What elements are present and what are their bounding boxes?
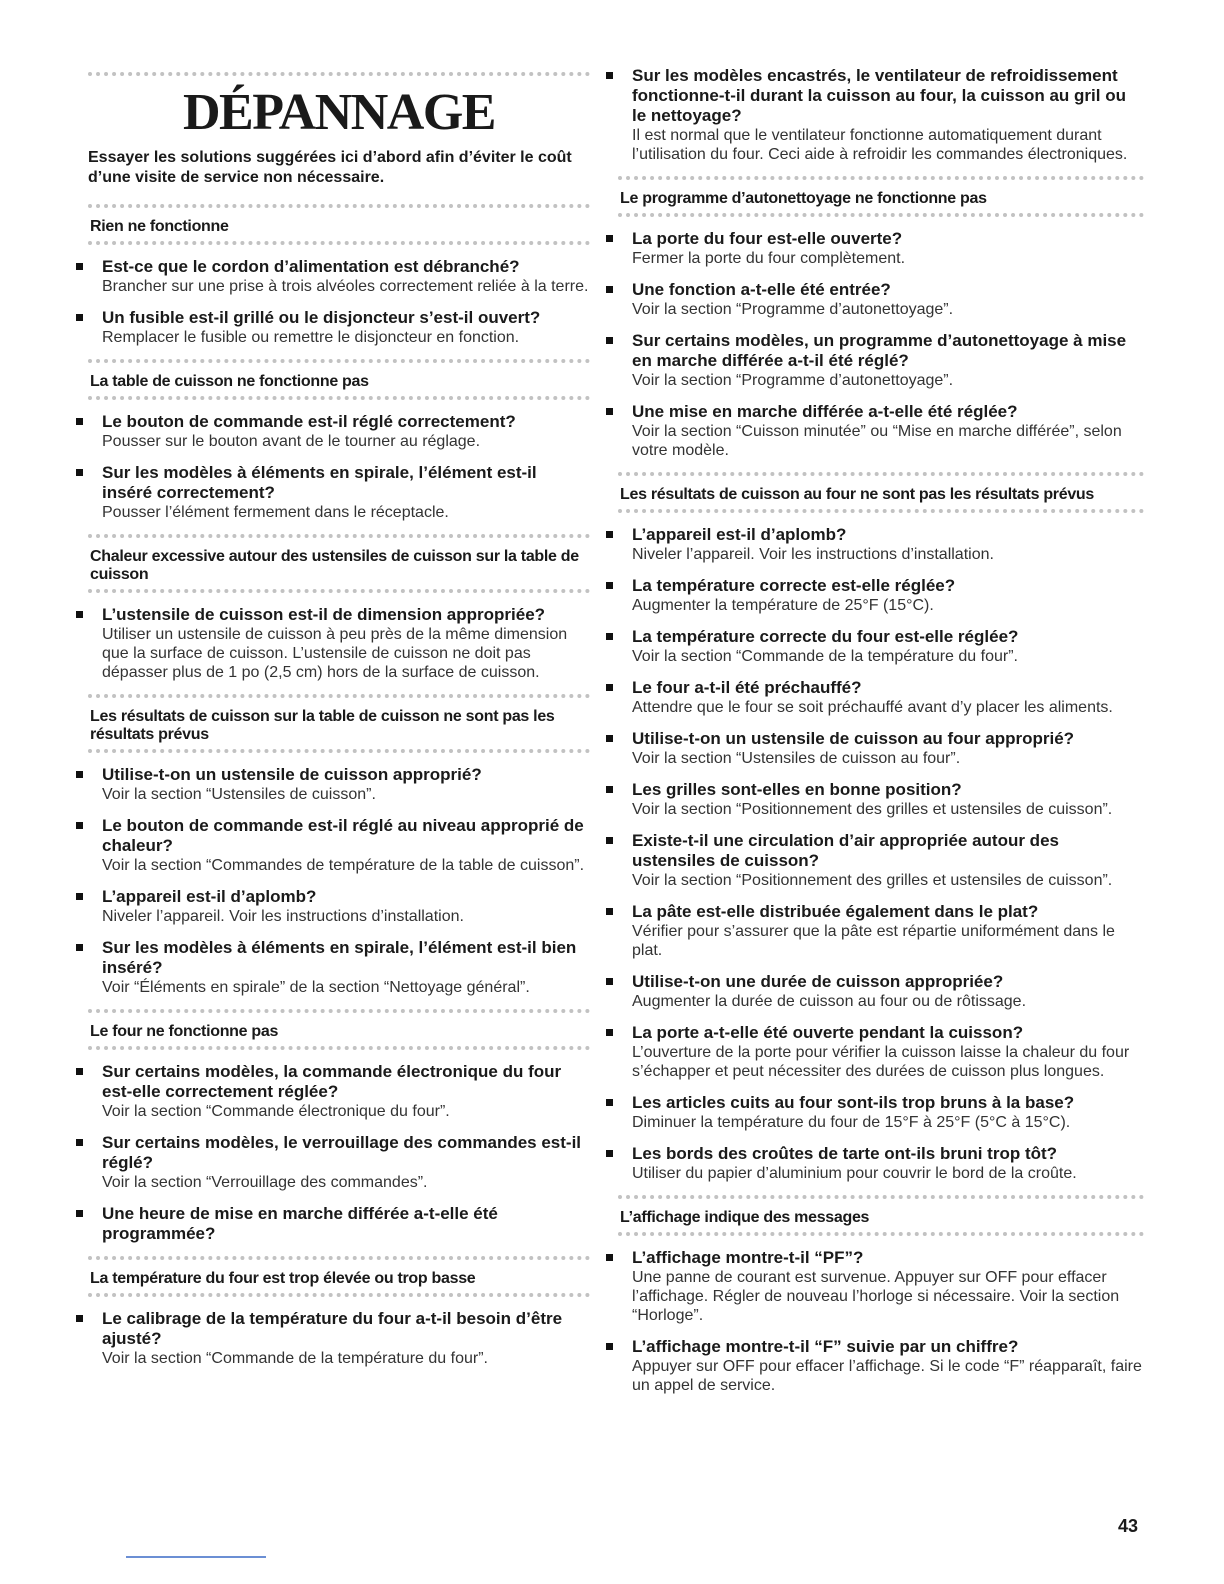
question: Sur les modèles à éléments en spirale, l’élément est-il inséré correctement? [102, 463, 537, 502]
bullet-icon [76, 1315, 83, 1322]
section-header: Le four ne fonctionne pas [90, 1023, 279, 1040]
bullet-icon [76, 1139, 83, 1146]
bullet-icon [606, 786, 613, 793]
list-item [618, 1144, 1144, 1183]
answer: Voir la section “Cuisson minutée” ou “Mise en marche différée”, selon votre modèle. [632, 423, 1122, 459]
question: Sur les modèles encastrés, le ventilateur de refroidissement fonctionne-t-il durant la cuisson au four, la cuisson au gril ou le nettoyage? [632, 66, 1126, 125]
list-item [88, 938, 590, 997]
list-item [618, 576, 1144, 615]
bullet-icon [606, 1254, 613, 1261]
list-item [618, 402, 1144, 460]
answer: Attendre que le four se soit préchauffé avant d’y placer les aliments. [632, 699, 1113, 716]
list-item [88, 765, 590, 804]
section-header: L’affichage indique des messages [620, 1209, 870, 1226]
question: Sur certains modèles, la commande électronique du four est-elle correctement réglée? [102, 1062, 562, 1101]
question: Le bouton de commande est-il réglé correctement? [102, 412, 516, 431]
answer: Niveler l’appareil. Voir les instructions d’installation. [102, 908, 464, 925]
list-item [88, 1309, 590, 1368]
question: Existe-t-il une circulation d’air appropriée autour des ustensiles de cuisson? [632, 831, 1059, 870]
bullet-icon [76, 893, 83, 900]
section-gap [88, 682, 590, 694]
answer: Voir la section “Commande de la température du four”. [102, 1350, 488, 1367]
footer-rule [126, 1556, 266, 1558]
answer: Niveler l’appareil. Voir les instructions d’installation. [632, 546, 994, 563]
question: Les bords des croûtes de tarte ont-ils bruni trop tôt? [632, 1144, 1058, 1163]
bullet-icon [606, 1343, 613, 1350]
troubleshoot-section [618, 1183, 1144, 1395]
section-rule-bottom [618, 509, 1144, 513]
bullet-icon [606, 408, 613, 415]
question: L’appareil est-il d’aplomb? [102, 887, 317, 906]
list-item [88, 308, 590, 347]
section-rule-bottom [88, 749, 590, 753]
section-rule-bottom [88, 1046, 590, 1050]
bullet-icon [606, 1029, 613, 1036]
list-item [618, 678, 1144, 717]
list-item [88, 1062, 590, 1121]
list-item [618, 902, 1144, 960]
answer: Voir la section “Commande électronique du four”. [102, 1103, 450, 1120]
question: Utilise-t-on un ustensile de cuisson au four approprié? [632, 729, 1075, 748]
question: Une heure de mise en marche différée a-t-elle été programmée? [102, 1204, 498, 1243]
section-header: La table de cuisson ne fonctionne pas [90, 373, 369, 390]
section-gap [88, 347, 590, 359]
bullet-icon [606, 337, 613, 344]
section-header: Rien ne fonctionne [90, 218, 229, 235]
section-header: Les résultats de cuisson sur la table de cuisson ne sont pas les résultats prévus [90, 708, 555, 743]
list-item [618, 280, 1144, 319]
section-header: Le programme d’autonettoyage ne fonctionne pas [620, 190, 987, 207]
list-item [88, 1133, 590, 1192]
troubleshoot-section [88, 682, 590, 997]
answer: Utiliser du papier d’aluminium pour couvrir le bord de la croûte. [632, 1165, 1077, 1182]
section-gap [618, 460, 1144, 472]
left-column [88, 0, 590, 1368]
question: La température correcte est-elle réglée? [632, 576, 956, 595]
question: Une fonction a-t-elle été entrée? [632, 280, 891, 299]
troubleshoot-section [88, 347, 590, 522]
question: Sur certains modèles, un programme d’autonettoyage à mise en marche différée a-t-il été réglé? [632, 331, 1127, 370]
list-item [618, 229, 1144, 268]
question: Les grilles sont-elles en bonne position? [632, 780, 962, 799]
question: La porte a-t-elle été ouverte pendant la cuisson? [632, 1023, 1024, 1042]
bullet-icon [606, 1150, 613, 1157]
bullet-icon [606, 72, 613, 79]
right-column [618, 0, 1144, 1395]
question: Les articles cuits au four sont-ils trop bruns à la base? [632, 1093, 1075, 1112]
list-item [618, 831, 1144, 890]
answer: Vérifier pour s’assurer que la pâte est répartie uniformément dans le plat. [632, 923, 1115, 959]
bullet-icon [76, 1068, 83, 1075]
question: Utilise-t-on un ustensile de cuisson approprié? [102, 765, 482, 784]
list-item [618, 1093, 1144, 1132]
bullet-icon [606, 978, 613, 985]
question: L’ustensile de cuisson est-il de dimension appropriée? [102, 605, 546, 624]
section-gap [618, 1183, 1144, 1195]
question: Le calibrage de la température du four a-t-il besoin d’être ajusté? [102, 1309, 563, 1348]
bullet-icon [606, 684, 613, 691]
question: L’affichage montre-t-il “PF”? [632, 1248, 864, 1267]
answer: Augmenter la durée de cuisson au four ou de rôtissage. [632, 993, 1027, 1010]
question: Le bouton de commande est-il réglé au niveau approprié de chaleur? [102, 816, 584, 855]
section-rule-bottom [88, 396, 590, 400]
section-header: Les résultats de cuisson au four ne sont pas les résultats prévus [620, 486, 1094, 503]
list-item [618, 1023, 1144, 1081]
bullet-icon [606, 735, 613, 742]
bullet-icon [606, 837, 613, 844]
list-item [618, 972, 1144, 1011]
troubleshoot-section [88, 997, 590, 1244]
question: Un fusible est-il grillé ou le disjoncteur s’est-il ouvert? [102, 308, 541, 327]
section-rule-bottom [618, 1232, 1144, 1236]
section-gap [88, 1244, 590, 1256]
list-item [618, 66, 1144, 164]
bullet-icon [606, 235, 613, 242]
list-item [618, 729, 1144, 768]
answer: Voir la section “Ustensiles de cuisson au four”. [632, 750, 961, 767]
answer: Voir la section “Positionnement des grilles et ustensiles de cuisson”. [632, 872, 1113, 889]
question: Sur certains modèles, le verrouillage des commandes est-il réglé? [102, 1133, 582, 1172]
list-item [618, 1337, 1144, 1395]
answer: L’ouverture de la porte pour vérifier la cuisson laisse la chaleur du four s’échapper et peut nécessiter des durées de cuisson plus longues. [632, 1044, 1130, 1080]
list-item [88, 1204, 590, 1244]
bullet-icon [76, 611, 83, 618]
list-item [618, 525, 1144, 564]
answer: Fermer la porte du four complètement. [632, 250, 906, 267]
section-rule-bottom [618, 213, 1144, 217]
page-number: 43 [1118, 1516, 1139, 1536]
question: La température correcte du four est-elle réglée? [632, 627, 1019, 646]
section-header: La température du four est trop élevée ou trop basse [90, 1270, 476, 1287]
page-title: DÉPANNAGE [183, 84, 495, 141]
question: L’appareil est-il d’aplomb? [632, 525, 847, 544]
answer: Brancher sur une prise à trois alvéoles correctement reliée à la terre. [102, 278, 589, 295]
answer: Voir la section “Commande de la température du four”. [632, 648, 1018, 665]
list-item [618, 1248, 1144, 1325]
bullet-icon [76, 822, 83, 829]
list-item [618, 627, 1144, 666]
troubleshoot-section [88, 1244, 590, 1368]
list-item [88, 412, 590, 451]
question: Utilise-t-on une durée de cuisson appropriée? [632, 972, 1004, 991]
list-item [88, 463, 590, 522]
answer: Remplacer le fusible ou remettre le disjoncteur en fonction. [102, 329, 520, 346]
question: Le four a-t-il été préchauffé? [632, 678, 862, 697]
bullet-icon [76, 418, 83, 425]
list-item [618, 780, 1144, 819]
section-rule-bottom [88, 1293, 590, 1297]
answer: Il est normal que le ventilateur fonctionne automatiquement durant l’utilisation du four. Ceci aide à refroidir les commandes électroniques. [632, 127, 1128, 163]
bullet-icon [606, 908, 613, 915]
troubleshoot-section [88, 204, 590, 347]
section-rule-bottom [88, 589, 590, 593]
answer: Utiliser un ustensile de cuisson à peu près de la même dimension que la surface de cuisson. L’ustensile de cuisson ne doit pas dépasser plus de 1 po (2,5 cm) hors de la surface de cuisson. [102, 626, 568, 681]
bullet-icon [76, 469, 83, 476]
bullet-icon [606, 286, 613, 293]
title-rule [88, 72, 590, 76]
answer: Voir la section “Verrouillage des commandes”. [102, 1174, 428, 1191]
bullet-icon [76, 771, 83, 778]
list-item [88, 605, 590, 682]
list-item [88, 816, 590, 875]
troubleshoot-section [88, 522, 590, 682]
troubleshoot-section [618, 164, 1144, 460]
intro-text: Essayer les solutions suggérées ici d’abord afin d’éviter le coût d’une visite de service non nécessaire. [88, 149, 572, 186]
section-rule-bottom [88, 241, 590, 245]
answer: Voir “Éléments en spirale” de la section “Nettoyage général”. [102, 979, 530, 996]
troubleshoot-section [618, 460, 1144, 1183]
question: Une mise en marche différée a-t-elle été réglée? [632, 402, 1018, 421]
answer: Voir la section “Positionnement des grilles et ustensiles de cuisson”. [632, 801, 1113, 818]
list-item [88, 257, 590, 296]
bullet-icon [76, 944, 83, 951]
section-gap [618, 164, 1144, 176]
question: La pâte est-elle distribuée également dans le plat? [632, 902, 1039, 921]
question: Sur les modèles à éléments en spirale, l’élément est-il bien inséré? [102, 938, 577, 977]
right-sections [618, 164, 1144, 1395]
section-header: Chaleur excessive autour des ustensiles de cuisson sur la table de cuisson [90, 548, 579, 583]
answer: Pousser sur le bouton avant de le tourner au réglage. [102, 433, 481, 450]
section-gap [88, 997, 590, 1009]
answer: Voir la section “Programme d’autonettoyage”. [632, 301, 954, 318]
bullet-icon [606, 582, 613, 589]
list-item [618, 331, 1144, 390]
section-gap [88, 522, 590, 534]
answer: Augmenter la température de 25°F (15°C). [632, 597, 934, 614]
left-sections [88, 204, 590, 1368]
answer: Voir la section “Ustensiles de cuisson”. [102, 786, 376, 803]
question: La porte du four est-elle ouverte? [632, 229, 903, 248]
answer: Appuyer sur OFF pour effacer l’affichage. Si le code “F” réapparaît, faire un appel de service. [632, 1358, 1142, 1394]
bullet-icon [606, 531, 613, 538]
bullet-icon [606, 633, 613, 640]
bullet-icon [76, 314, 83, 321]
answer: Diminuer la température du four de 15°F à 25°F (5°C à 15°C). [632, 1114, 1071, 1131]
answer: Voir la section “Programme d’autonettoyage”. [632, 372, 954, 389]
bullet-icon [606, 1099, 613, 1106]
answer: Une panne de courant est survenue. Appuyer sur OFF pour effacer l’affichage. Régler de nouveau l’horloge si nécessaire. Voir la section “Horloge”. [632, 1269, 1120, 1324]
question: Est-ce que le cordon d’alimentation est débranché? [102, 257, 520, 276]
bullet-icon [76, 1210, 83, 1217]
bullet-icon [76, 263, 83, 270]
answer: Voir la section “Commandes de température de la table de cuisson”. [102, 857, 585, 874]
answer: Pousser l’élément fermement dans le réceptacle. [102, 504, 449, 521]
question: L’affichage montre-t-il “F” suivie par un chiffre? [632, 1337, 1019, 1356]
list-item [88, 887, 590, 926]
